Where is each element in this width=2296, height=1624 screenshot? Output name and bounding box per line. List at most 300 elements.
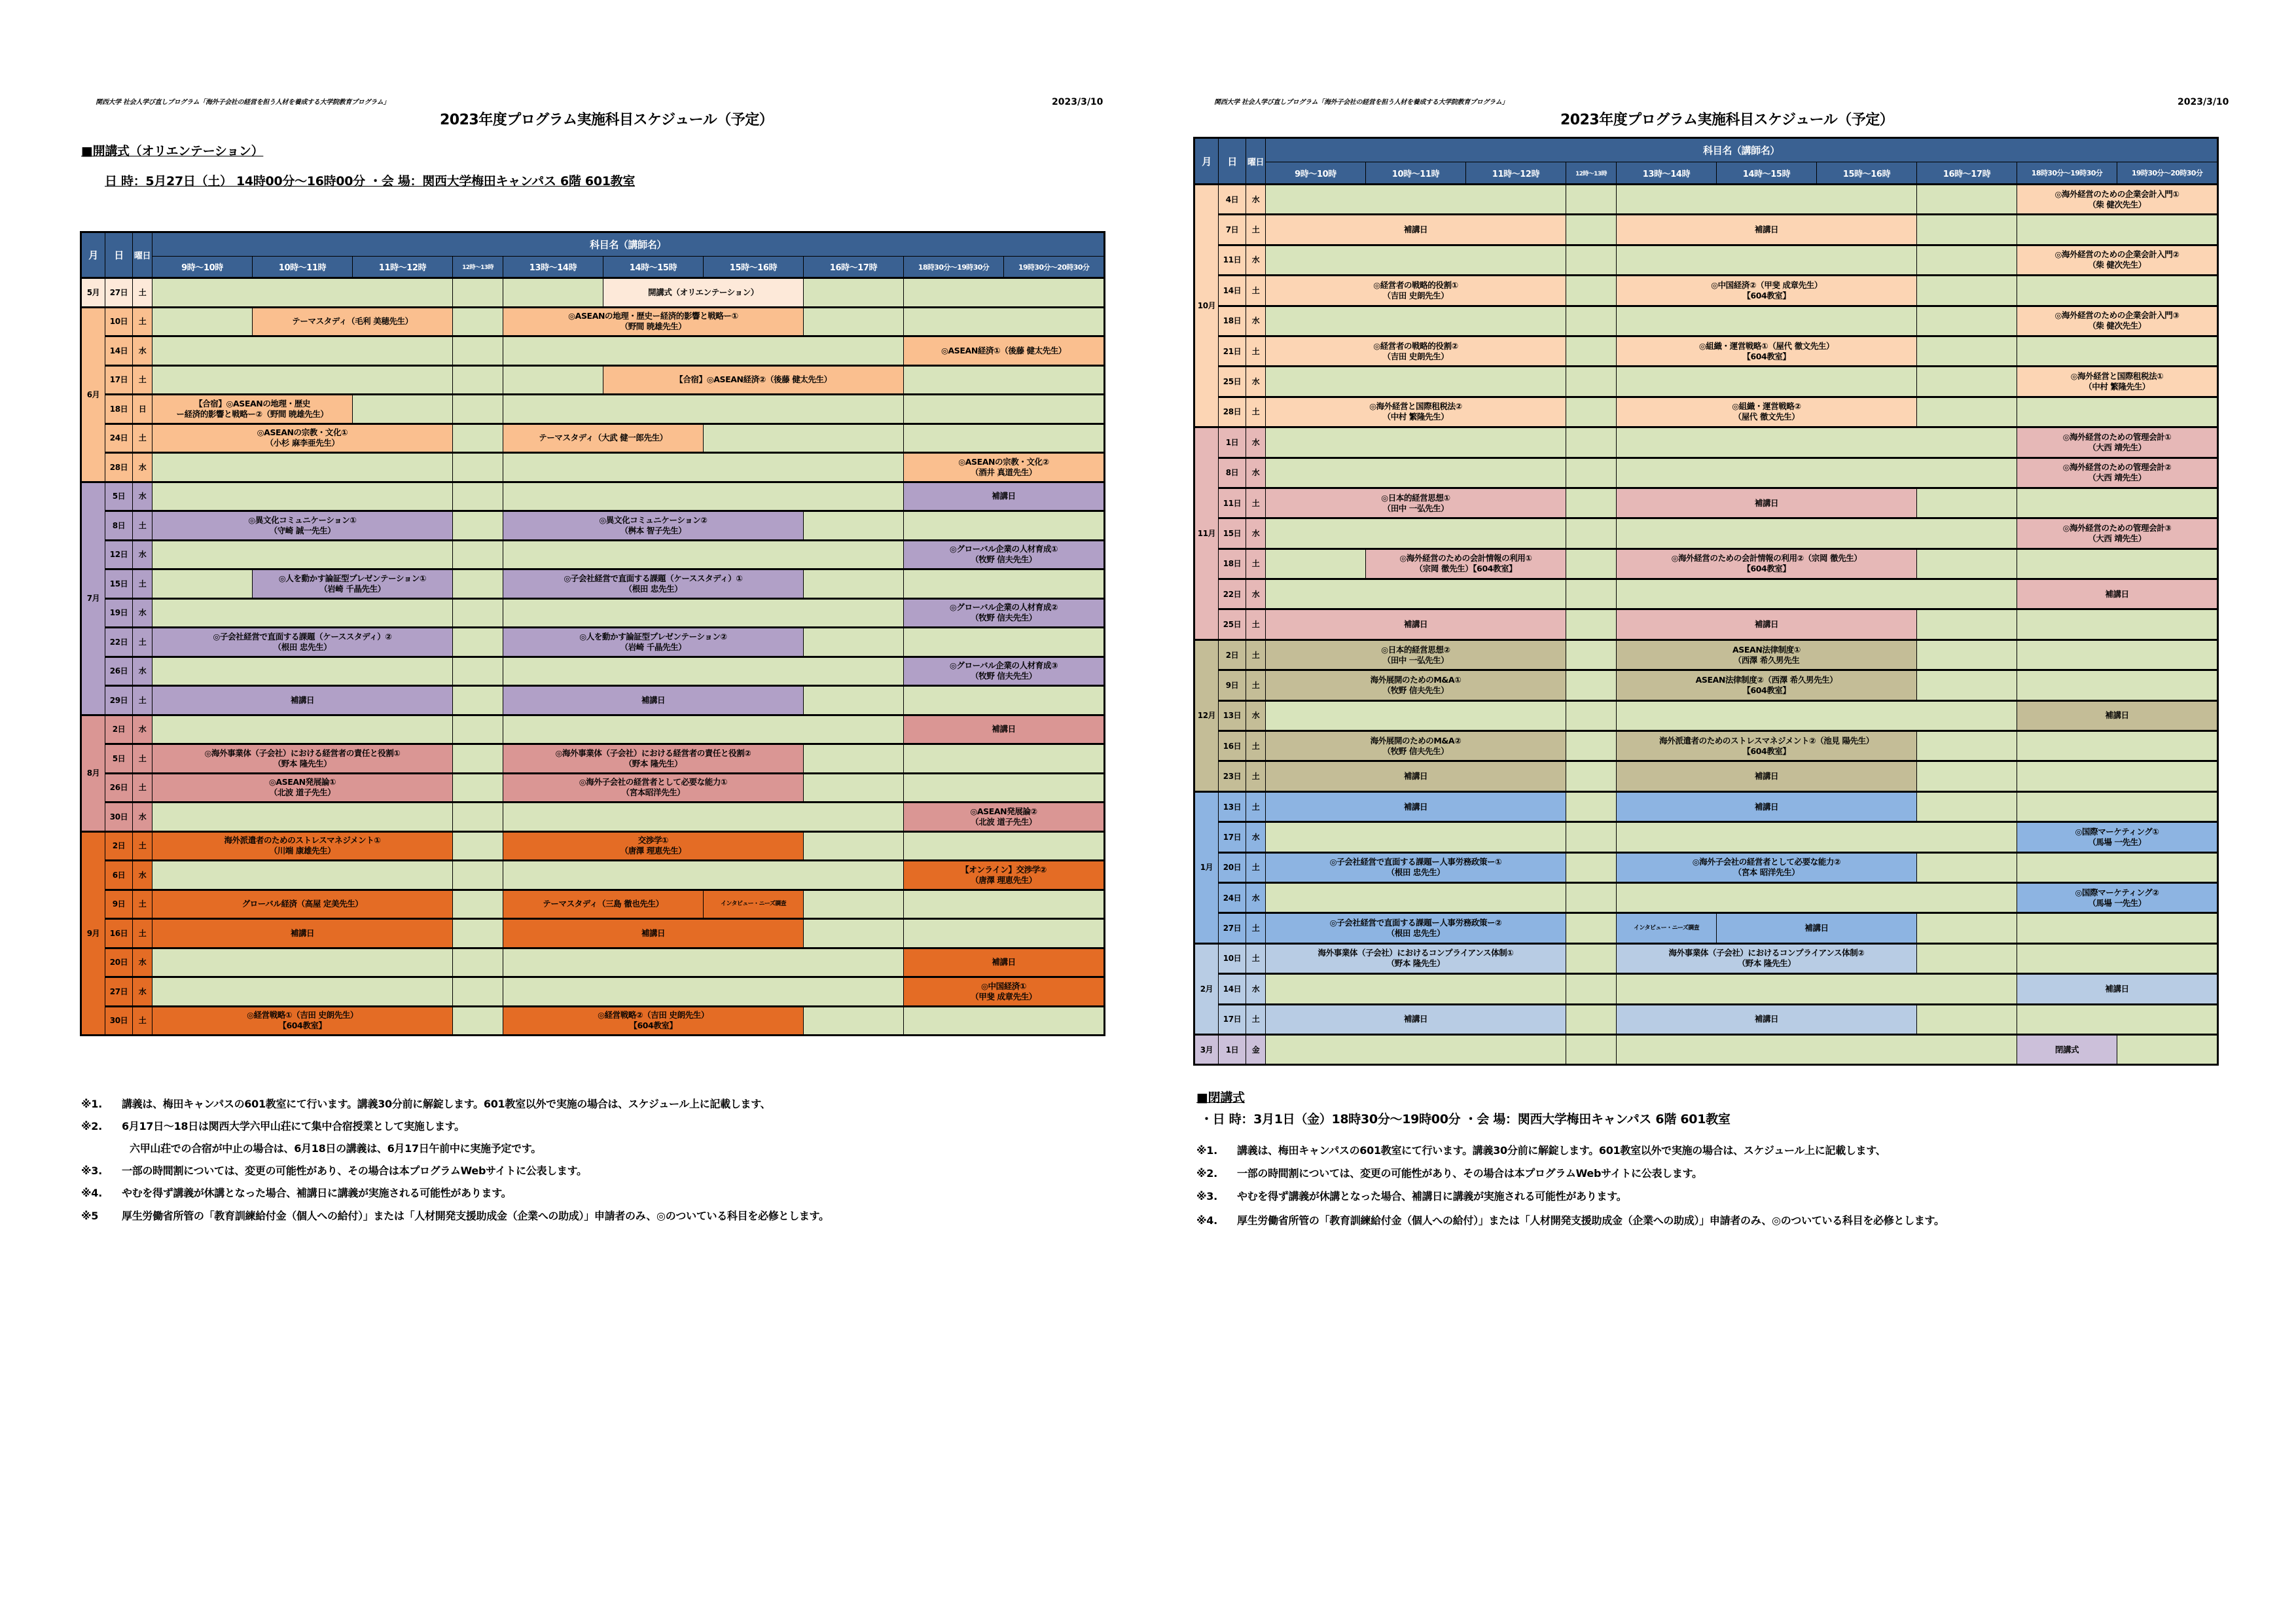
course-cell[interactable]: [1266, 852, 1566, 882]
course-cell[interactable]: [503, 744, 804, 774]
day-cell: 21日: [1219, 336, 1246, 366]
footnote-mark: ※2.: [1196, 1167, 1217, 1180]
course-text: 補講日: [1403, 225, 1428, 235]
empty-slot: [1917, 943, 2017, 973]
course-text: （唐澤 理恵先生）: [620, 846, 687, 856]
empty-slot: [1566, 700, 1617, 731]
course-cell[interactable]: [1617, 640, 1917, 670]
course-cell[interactable]: [152, 773, 453, 803]
course-cell[interactable]: [1266, 215, 1566, 245]
schedule-row: [81, 977, 1105, 1007]
empty-slot: [804, 278, 904, 308]
course-cell[interactable]: [503, 919, 804, 948]
empty-slot: [1266, 458, 1566, 488]
day-cell: 2日: [1219, 640, 1246, 670]
table-body: [1194, 185, 2218, 1065]
day-cell: 20日: [1219, 852, 1246, 882]
course-text: 補講日: [2105, 710, 2129, 721]
day-cell: 19日: [105, 598, 133, 628]
course-text: 【604教室】: [1742, 564, 1791, 574]
footnote-text: 一部の時間割については、変更の可能性があり、その場合は本プログラムWebサイトに公表します。: [1237, 1167, 1702, 1180]
course-text: （守崎 誠一先生）: [269, 525, 336, 535]
weekday-cell: 土: [1246, 731, 1266, 761]
course-cell[interactable]: [2017, 245, 2218, 275]
weekday-cell: 水: [1246, 700, 1266, 731]
course-cell[interactable]: [2017, 518, 2218, 549]
weekday-cell: 土: [133, 919, 152, 948]
footnote: [1196, 1188, 1626, 1203]
course-text: ◎中国経済②（甲斐 成章先生）: [1711, 280, 1822, 290]
table-body: [81, 278, 1105, 1036]
month-cell: 5月: [81, 278, 105, 308]
course-cell[interactable]: [1617, 913, 1717, 943]
day-cell: 25日: [1219, 609, 1246, 640]
footnote: [1196, 1165, 1702, 1180]
header-timeslot: 9時～10時: [1266, 162, 1366, 185]
course-cell[interactable]: [1717, 913, 1917, 943]
day-cell: 13日: [1219, 791, 1246, 821]
page-title: 2023年度プログラム実施科目スケジュール（予定）: [1560, 112, 1894, 128]
empty-slot: [1917, 609, 2017, 640]
course-cell[interactable]: [503, 773, 804, 803]
course-text: ◎国際マーケティング②: [2075, 887, 2159, 897]
course-text: 補講日: [992, 491, 1016, 501]
course-text: テーマスタディ（三島 徹也先生）: [543, 899, 664, 909]
month-cell: 1月: [1194, 791, 1219, 943]
day-cell: 22日: [1219, 579, 1246, 609]
course-cell[interactable]: [1266, 1004, 1566, 1034]
weekday-cell: 金: [1246, 1034, 1266, 1064]
schedule-row: [81, 831, 1105, 861]
empty-slot: [453, 365, 503, 395]
course-cell[interactable]: [1266, 791, 1566, 821]
course-cell[interactable]: [1617, 397, 1917, 427]
header-timeslot: 18時30分～19時30分: [2017, 162, 2117, 185]
course-cell[interactable]: [1617, 549, 1917, 579]
empty-slot: [1917, 731, 2017, 761]
course-cell[interactable]: [1617, 670, 1917, 700]
schedule-table-left: [80, 231, 1105, 1036]
header-month: 月: [1194, 138, 1219, 185]
empty-slot: [904, 628, 1105, 657]
weekday-cell: 土: [1246, 670, 1266, 700]
course-text: 【604教室】: [1742, 685, 1791, 695]
empty-slot: [453, 1006, 503, 1036]
footnote: [81, 1118, 465, 1133]
weekday-cell: 土: [133, 365, 152, 395]
course-cell[interactable]: [152, 890, 453, 919]
course-cell[interactable]: [152, 744, 453, 774]
header-timeslot: 11時～12時: [1466, 162, 1566, 185]
course-text: 【合宿】◎ASEAN経済②（後藤 健太先生）: [675, 374, 832, 385]
course-cell[interactable]: [1617, 761, 1917, 791]
course-text: ◎異文化コミュニケーション①: [248, 514, 357, 525]
course-text: 海外派遣者のためのストレスマネジメント①: [224, 835, 381, 846]
course-text: ◎経営者の戦略的役割②: [1373, 340, 1458, 351]
course-text: （岩崎 千晶先生）: [319, 583, 386, 594]
course-text: ◎組織・運営戦略②: [1732, 401, 1801, 412]
empty-slot: [1917, 185, 2017, 215]
empty-slot: [1566, 974, 1617, 1004]
header-row: [1194, 138, 2218, 162]
weekday-cell: 土: [133, 890, 152, 919]
course-cell[interactable]: [904, 482, 1105, 511]
month-cell: 2月: [1194, 943, 1219, 1034]
empty-slot: [503, 540, 904, 569]
course-text: （屋代 徹文先生）: [1733, 412, 1800, 422]
empty-slot: [904, 1006, 1105, 1036]
course-cell[interactable]: [152, 424, 453, 453]
course-cell[interactable]: [1266, 943, 1566, 973]
course-cell[interactable]: [603, 278, 804, 308]
weekday-cell: 土: [1246, 640, 1266, 670]
course-cell[interactable]: [1266, 276, 1566, 306]
empty-slot: [152, 598, 453, 628]
course-cell[interactable]: [2017, 822, 2218, 852]
course-cell[interactable]: [904, 715, 1105, 744]
course-text: 補講日: [1403, 1014, 1428, 1024]
day-cell: 28日: [1219, 397, 1246, 427]
course-text: 【604教室】: [1742, 351, 1791, 361]
empty-slot: [152, 278, 453, 308]
course-cell[interactable]: [253, 569, 453, 599]
course-cell[interactable]: [1266, 731, 1566, 761]
header-timeslot: 19時30分～20時30分: [2117, 162, 2218, 185]
header-timeslot: 9時～10時: [152, 257, 253, 278]
empty-slot: [904, 744, 1105, 774]
header-weekday: 曜日: [1246, 138, 1266, 185]
empty-slot: [453, 569, 503, 599]
day-cell: 7日: [1219, 215, 1246, 245]
course-text: （根田 忠先生）: [624, 583, 683, 594]
day-cell: 14日: [1219, 276, 1246, 306]
schedule-row: [81, 803, 1105, 832]
footnote-text: 一部の時間割については、変更の可能性があり、その場合は本プログラムWebサイトに公表します。: [122, 1164, 587, 1177]
course-cell[interactable]: [2017, 458, 2218, 488]
course-cell[interactable]: [503, 511, 804, 541]
weekday-cell: 土: [1246, 276, 1266, 306]
course-cell[interactable]: [503, 831, 804, 861]
empty-slot: [453, 977, 503, 1007]
month-cell: 12月: [1194, 640, 1219, 791]
course-cell[interactable]: [1266, 670, 1566, 700]
course-text: （野本 隆先生）: [624, 758, 683, 768]
header-row-slots: [1194, 162, 2218, 185]
schedule-row: [81, 715, 1105, 744]
course-cell[interactable]: [152, 686, 453, 715]
course-cell[interactable]: [1266, 609, 1566, 640]
empty-slot: [2017, 609, 2218, 640]
header-timeslot: 12時～13時: [453, 257, 503, 278]
course-text: 補講日: [290, 695, 315, 705]
course-cell[interactable]: [152, 628, 453, 657]
course-text: （甲斐 成章先生）: [971, 991, 1037, 1001]
empty-slot: [1917, 791, 2017, 821]
weekday-cell: 土: [1246, 609, 1266, 640]
course-text: ASEAN法律制度②（西澤 希久男先生）: [1695, 674, 1838, 685]
course-cell[interactable]: [1266, 761, 1566, 791]
course-cell[interactable]: [152, 919, 453, 948]
course-cell[interactable]: [1617, 791, 1917, 821]
course-cell[interactable]: [704, 890, 804, 919]
course-text: ◎海外経営と国際租税法①: [2070, 371, 2164, 382]
month-cell: 6月: [81, 307, 105, 482]
header-timeslot: 10時～11時: [253, 257, 353, 278]
empty-slot: [1617, 1034, 2017, 1064]
footnote: [81, 1163, 587, 1178]
empty-slot: [152, 540, 453, 569]
course-text: ◎中国経済①: [980, 981, 1027, 991]
schedule-row: [1194, 913, 2218, 943]
document-date: 2023/3/10: [1052, 97, 1103, 107]
schedule-row: [81, 744, 1105, 774]
empty-slot: [2017, 488, 2218, 518]
course-text: （北波 道子先生）: [269, 787, 336, 798]
course-cell[interactable]: [1617, 215, 1917, 245]
course-cell[interactable]: [904, 948, 1105, 977]
header-timeslot: 11時～12時: [353, 257, 453, 278]
course-cell[interactable]: [2017, 185, 2218, 215]
empty-slot: [1917, 397, 2017, 427]
empty-slot: [1566, 1004, 1617, 1034]
weekday-cell: 土: [1246, 943, 1266, 973]
course-text: ◎経営者の戦略的役割①: [1373, 280, 1458, 290]
course-text: ◎子会社経営で直面する課題（ケーススタディ）①: [564, 573, 743, 583]
weekday-cell: 水: [1246, 367, 1266, 397]
course-cell[interactable]: [152, 511, 453, 541]
course-text: テーマスタディ（毛利 美穂先生）: [292, 316, 413, 327]
course-text: （柴 健次先生）: [2088, 199, 2146, 209]
schedule-row: [81, 1006, 1105, 1036]
course-cell[interactable]: [1266, 488, 1566, 518]
course-cell[interactable]: [904, 598, 1105, 628]
empty-slot: [1566, 670, 1617, 700]
schedule-row: [1194, 488, 2218, 518]
course-cell[interactable]: [152, 395, 353, 424]
course-cell[interactable]: [2017, 700, 2218, 731]
course-cell[interactable]: [2017, 579, 2218, 609]
day-cell: 2日: [105, 831, 133, 861]
course-cell[interactable]: [1366, 549, 1566, 579]
weekday-cell: 土: [1246, 215, 1266, 245]
course-cell[interactable]: [1617, 609, 1917, 640]
course-text: 海外派遣者のためのストレスマネジメント②（池見 陽先生）: [1659, 735, 1874, 746]
course-cell[interactable]: [2017, 306, 2218, 336]
course-cell[interactable]: [1617, 731, 1917, 761]
course-text: ◎日本的経営思想②: [1381, 644, 1450, 655]
schedule-row: [1194, 397, 2218, 427]
empty-slot: [453, 919, 503, 948]
empty-slot: [152, 569, 253, 599]
empty-slot: [453, 890, 503, 919]
course-text: 【オンライン】交渉学②: [961, 864, 1047, 875]
day-cell: 18日: [1219, 549, 1246, 579]
course-text: ◎日本的経営思想①: [1381, 492, 1450, 503]
course-text: ◎グローバル企業の人材育成③: [949, 660, 1058, 671]
schedule-row: [81, 365, 1105, 395]
empty-slot: [1266, 185, 1566, 215]
empty-slot: [1617, 458, 2017, 488]
course-cell[interactable]: [904, 540, 1105, 569]
empty-slot: [503, 803, 904, 832]
schedule-row: [1194, 245, 2218, 275]
course-cell[interactable]: [2017, 427, 2218, 458]
course-text: 開講式（オリエンテーション）: [648, 287, 759, 297]
course-text: ◎子会社経営で直面する課題ー人事労務政策ー②: [1329, 918, 1502, 928]
weekday-cell: 土: [1246, 761, 1266, 791]
course-cell[interactable]: [904, 861, 1105, 890]
course-cell[interactable]: [1617, 943, 1917, 973]
header-weekday: 曜日: [133, 232, 152, 278]
course-cell[interactable]: [503, 569, 804, 599]
empty-slot: [904, 831, 1105, 861]
footnote: [81, 1140, 541, 1155]
empty-slot: [152, 803, 453, 832]
course-cell[interactable]: [503, 424, 704, 453]
schedule-row: [1194, 731, 2218, 761]
day-cell: 10日: [105, 307, 133, 336]
footnote-mark: ※4.: [1196, 1214, 1217, 1227]
course-cell[interactable]: [904, 977, 1105, 1007]
weekday-cell: 土: [133, 744, 152, 774]
course-cell[interactable]: [503, 1006, 804, 1036]
header-timeslot: 14時～15時: [603, 257, 704, 278]
page-title: 2023年度プログラム実施科目スケジュール（予定）: [440, 112, 774, 128]
course-text: （吉田 史朗先生）: [1382, 290, 1449, 300]
day-cell: 2日: [105, 715, 133, 744]
course-cell[interactable]: [503, 307, 804, 336]
weekday-cell: 土: [133, 686, 152, 715]
empty-slot: [1566, 640, 1617, 670]
course-text: （田中 一弘先生）: [1382, 503, 1449, 513]
course-cell[interactable]: [603, 365, 904, 395]
course-text: 【604教室】: [629, 1020, 677, 1031]
schedule-row: [1194, 761, 2218, 791]
course-text: 【604教室】: [1742, 290, 1791, 300]
course-cell[interactable]: [2017, 367, 2218, 397]
empty-slot: [152, 948, 453, 977]
empty-slot: [1266, 367, 1566, 397]
course-text: ◎ASEAN経済①（後藤 健太先生）: [941, 345, 1067, 355]
course-text: （北波 道子先生）: [971, 816, 1037, 827]
empty-slot: [453, 744, 503, 774]
schedule-row: [1194, 943, 2218, 973]
course-cell[interactable]: [253, 307, 453, 336]
course-cell[interactable]: [904, 453, 1105, 482]
course-cell[interactable]: [152, 831, 453, 861]
month-cell: 8月: [81, 715, 105, 831]
header-row-slots: [81, 257, 1105, 278]
course-text: （大西 靖先生）: [2088, 473, 2146, 483]
empty-slot: [1917, 549, 2017, 579]
schedule-row: [1194, 215, 2218, 245]
empty-slot: [904, 919, 1105, 948]
course-text: ◎組織・運営戦略①（屋代 徹文先生）: [1698, 340, 1835, 351]
course-text: （桝本 智子先生）: [620, 525, 687, 535]
course-cell[interactable]: [152, 1006, 453, 1036]
course-cell[interactable]: [1617, 852, 1917, 882]
empty-slot: [453, 686, 503, 715]
empty-slot: [2017, 276, 2218, 306]
footnote-mark: ※5: [81, 1210, 99, 1222]
empty-slot: [1566, 882, 1617, 912]
empty-slot: [503, 336, 904, 366]
course-cell[interactable]: [1617, 488, 1917, 518]
course-cell[interactable]: [904, 803, 1105, 832]
course-text: 海外展開のためのM&A②: [1370, 735, 1462, 746]
course-cell[interactable]: [1617, 1004, 1917, 1034]
empty-slot: [2017, 1004, 2218, 1034]
schedule-row: [1194, 306, 2218, 336]
course-text: ◎ASEAN発展論①: [268, 777, 336, 787]
course-cell[interactable]: [2017, 882, 2218, 912]
course-text: ◎グローバル企業の人材育成①: [949, 544, 1058, 554]
course-cell[interactable]: [904, 336, 1105, 366]
course-text: （酒井 真道先生）: [971, 467, 1037, 477]
course-text: 補講日: [1403, 801, 1428, 812]
empty-slot: [1566, 822, 1617, 852]
empty-slot: [152, 482, 453, 511]
empty-slot: [2017, 852, 2218, 882]
empty-slot: [2017, 215, 2218, 245]
course-cell[interactable]: [1617, 336, 1917, 366]
course-text: 交渉学①: [637, 835, 669, 846]
empty-slot: [1266, 427, 1566, 458]
course-text: （野本 隆先生）: [1386, 958, 1445, 969]
course-cell[interactable]: [503, 686, 804, 715]
empty-slot: [804, 773, 904, 803]
weekday-cell: 水: [133, 803, 152, 832]
course-cell[interactable]: [1266, 640, 1566, 670]
footnote-text: やむを得ず講義が休講となった場合、補講日に講義が実施される可能性があります。: [1237, 1190, 1627, 1202]
course-text: 補講日: [1754, 801, 1779, 812]
course-text: ◎ASEAN発展論②: [970, 806, 1037, 816]
day-cell: 9日: [1219, 670, 1246, 700]
empty-slot: [904, 890, 1105, 919]
course-text: （根田 忠先生）: [273, 641, 332, 652]
month-cell: 3月: [1194, 1034, 1219, 1064]
day-cell: 28日: [105, 453, 133, 482]
header-timeslot: 18時30分～19時30分: [904, 257, 1004, 278]
empty-slot: [503, 482, 904, 511]
header-subject: 科目名（講師名）: [1266, 138, 2218, 162]
course-cell[interactable]: [503, 890, 704, 919]
course-cell[interactable]: [1617, 276, 1917, 306]
closing-heading: ■閉講式: [1196, 1091, 1245, 1105]
schedule-row: [1194, 700, 2218, 731]
day-cell: 14日: [105, 336, 133, 366]
schedule-row: [81, 657, 1105, 686]
course-cell[interactable]: [1266, 336, 1566, 366]
empty-slot: [1917, 306, 2017, 336]
course-text: テーマスタディ（大武 健一郎先生）: [539, 433, 668, 443]
right-page: [1148, 0, 2296, 1624]
weekday-cell: 水: [133, 715, 152, 744]
course-cell[interactable]: [904, 657, 1105, 686]
course-cell[interactable]: [2017, 974, 2218, 1004]
empty-slot: [1566, 458, 1617, 488]
course-cell[interactable]: [503, 628, 804, 657]
course-cell[interactable]: [1266, 397, 1566, 427]
course-text: ◎経営戦略①（吉田 史朗先生）: [247, 1010, 358, 1020]
header-timeslot: 13時～14時: [1617, 162, 1717, 185]
course-cell[interactable]: [1266, 913, 1566, 943]
empty-slot: [1917, 640, 2017, 670]
course-cell[interactable]: [2017, 1034, 2117, 1064]
course-text: ◎海外子会社の経営者として必要な能力②: [1692, 857, 1841, 867]
course-text: ◎海外経営のための会計情報の利用②（宗岡 徹先生）: [1671, 553, 1862, 564]
schedule-row: [1194, 822, 2218, 852]
